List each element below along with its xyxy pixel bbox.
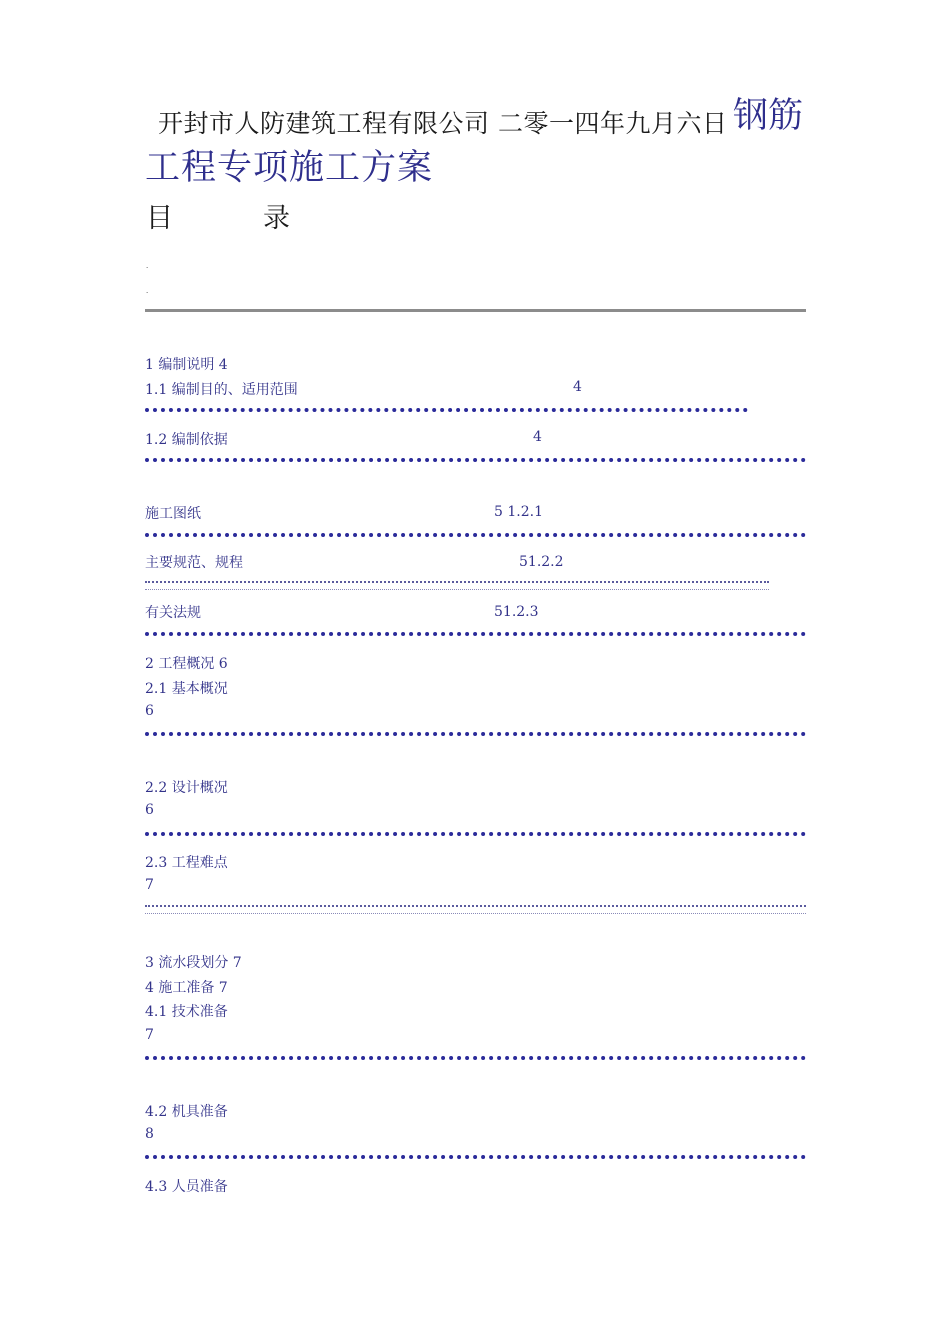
dotted-leader — [145, 732, 806, 736]
toc-entry-1-2-page: 4 — [533, 429, 542, 445]
toc-entry-2[interactable]: 2 工程概况 6 — [145, 656, 228, 672]
toc-entry-2-1-page: 6 — [145, 703, 154, 719]
document-title-part1: 钢筋 — [733, 96, 804, 136]
toc-entry-4[interactable]: 4 施工准备 7 — [145, 980, 228, 996]
toc-entry-1-2-3-label[interactable]: 有关法规 — [145, 605, 201, 621]
dotted-leader — [145, 905, 806, 914]
toc-entry-1-1-label[interactable]: 1.1 编制目的、适用范围 — [145, 382, 298, 398]
toc-entry-1-1-page: 4 — [573, 379, 582, 395]
toc-entry-4-1-label[interactable]: 4.1 技术准备 — [145, 1004, 228, 1020]
toc-entry-2-3-page: 7 — [145, 877, 154, 893]
toc-entry-2-1-label[interactable]: 2.1 基本概况 — [145, 681, 228, 697]
toc-entry-4-2-label[interactable]: 4.2 机具准备 — [145, 1104, 228, 1120]
dotted-leader — [145, 1155, 806, 1159]
dotted-leader — [145, 458, 806, 462]
toc-entry-4-3-label[interactable]: 4.3 人员准备 — [145, 1179, 228, 1195]
toc-entry-4-1-page: 7 — [145, 1027, 154, 1043]
dotted-leader — [145, 408, 748, 412]
toc-entry-2-2-page: 6 — [145, 802, 154, 818]
toc-heading-left: 目 — [146, 203, 173, 234]
toc-heading — [146, 196, 290, 235]
toc-entry-1[interactable]: 1 编制说明 4 — [145, 357, 228, 373]
toc-entry-1-2-3-page: 51.2.3 — [494, 604, 539, 620]
dotted-leader — [145, 632, 806, 636]
dotted-leader — [145, 1056, 806, 1060]
toc-entry-4-2-page: 8 — [145, 1126, 154, 1142]
toc-entry-1-2-label[interactable]: 1.2 编制依据 — [145, 432, 228, 448]
toc-heading-right: 录 — [263, 203, 290, 234]
document-title-part2: 工程专项施工方案 — [145, 148, 434, 188]
toc-entry-1-2-2-label[interactable]: 主要规范、规程 — [145, 555, 243, 571]
toc-entry-1-2-2-page: 51.2.2 — [519, 554, 564, 570]
toc-entry-1-2-1-label[interactable]: 施工图纸 — [145, 506, 201, 522]
toc-entry-2-2-label[interactable]: 2.2 设计概况 — [145, 780, 228, 796]
toc-entry-2-3-label[interactable]: 2.3 工程难点 — [145, 855, 228, 871]
dotted-leader — [145, 832, 806, 836]
toc-rule — [145, 309, 806, 312]
toc-entry-3[interactable]: 3 流水段划分 7 — [145, 955, 242, 971]
company-and-date: 开封市人防建筑工程有限公司 二零一四年九月六日 — [158, 109, 728, 138]
dotted-leader — [145, 533, 806, 537]
stray-dot: . — [146, 262, 149, 270]
dotted-leader — [145, 581, 769, 590]
toc-entry-1-2-1-page: 5 1.2.1 — [494, 504, 543, 520]
stray-dot: . — [146, 287, 149, 295]
